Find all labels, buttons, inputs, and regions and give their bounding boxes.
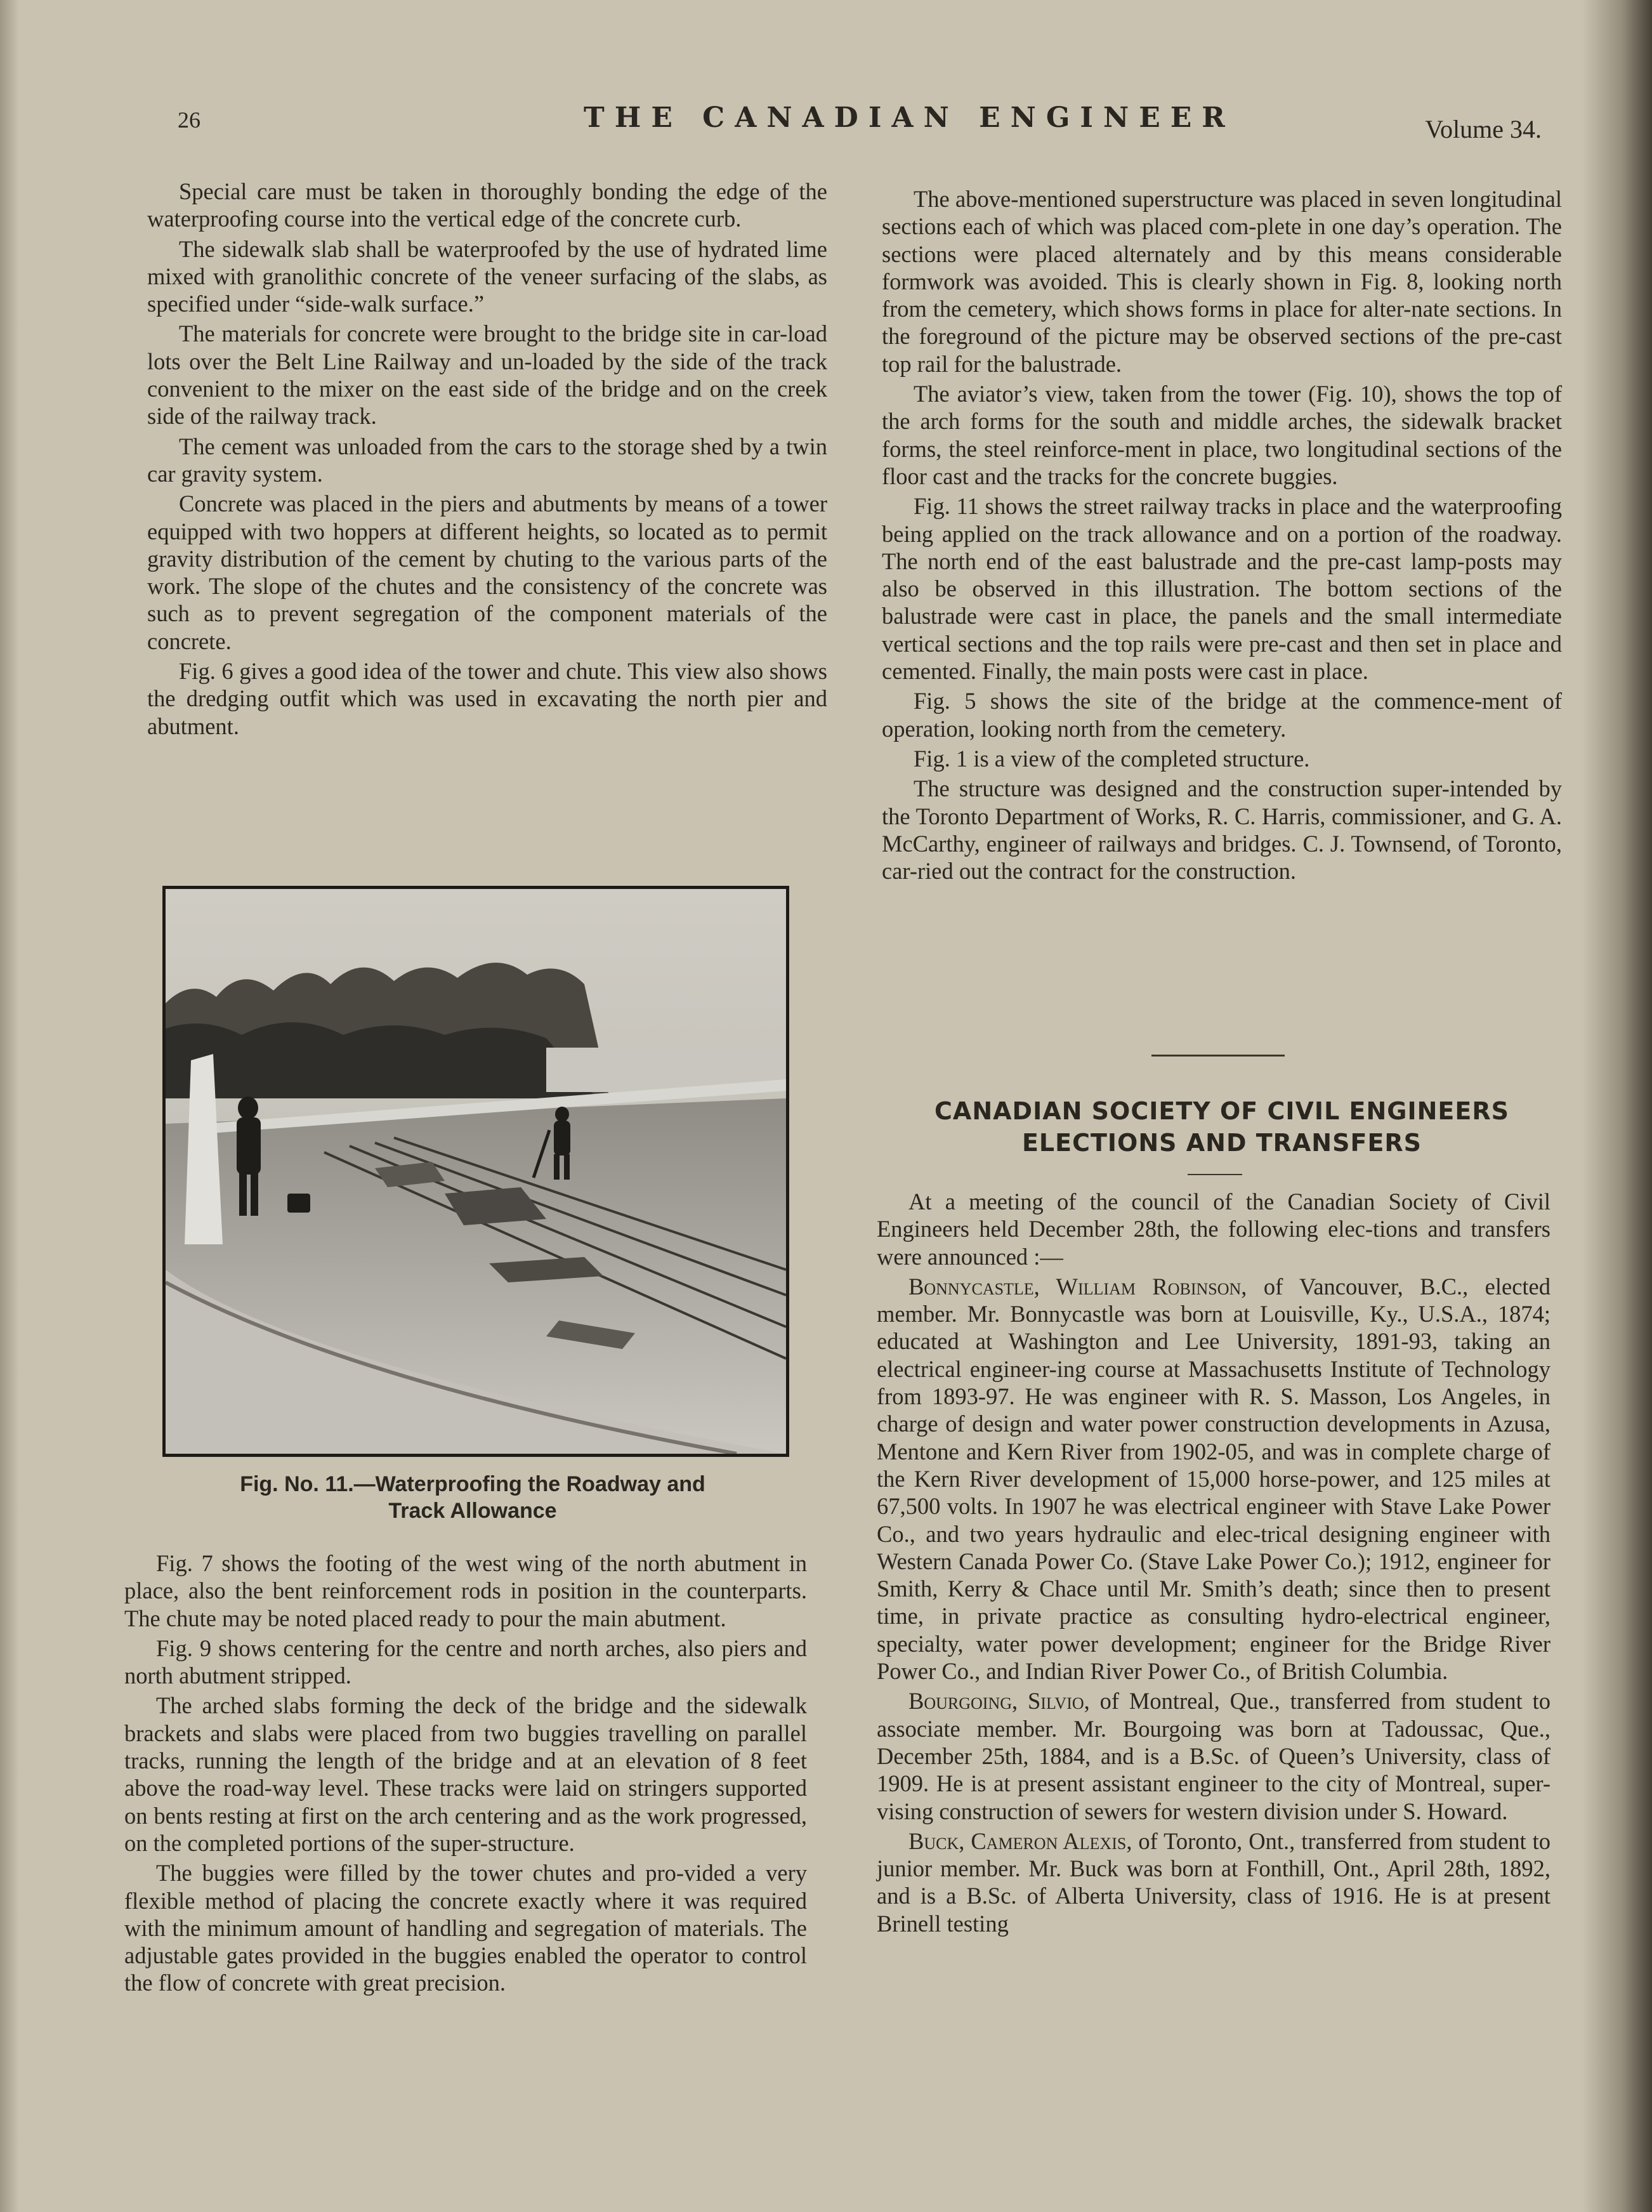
paragraph: Fig. 5 shows the site of the bridge at the commence-ment of operation, looking north from the cemetery. xyxy=(882,688,1562,742)
page-number: 26 xyxy=(178,107,200,133)
paragraph: The sidewalk slab shall be waterproofed by the use of hydrated lime mixed with granolithic concrete of the veneer surfacing of the slabs, as specified under “side-walk surface.” xyxy=(147,235,827,317)
section-heading-line-2: ELECTIONS AND TRANSFERS xyxy=(1021,1129,1422,1157)
section-intro: At a meeting of the council of the Canadian Society of Civil Engineers held December 28th, the following elec-tions and transfers were announced :— xyxy=(877,1188,1550,1270)
paragraph: Fig. 11 shows the street railway tracks in place and the waterproofing being applied on the track allowance and on a portion of the roadway. The north end of the east balustrade and the pre-cast lamp-posts may also be observed in this illustration. The bottom sections of the balustrade were cast in place, the panels and the small intermediate vertical sections and the top rails were pre-cast and then set in place and cemented. Finally, the main posts were cast in place. xyxy=(882,493,1562,685)
caption-line-1: Fig. No. 11.—Waterproofing the Roadway and xyxy=(240,1472,705,1496)
entry-text: of Montreal, Que., transferred from student to associate member. Mr. Bourgoing was born at Tadoussac, Que., December 25th, 1884, and is a B.Sc. of Queen’s University, class of 1909. He is at present assistant engineer to the city of Montreal, super-vising construction of sewers for western division under S. Howard. xyxy=(877,1688,1550,1824)
entry-bonnycastle xyxy=(877,1273,1550,1685)
entry-text: of Toronto, Ont., transferred from student to junior member. Mr. Buck was born at Fonthill, Ont., April 28th, 1892, and is a B.Sc. of Alberta University, class of 1916. He is at present Brinell testing xyxy=(877,1827,1550,1937)
running-header xyxy=(178,102,1542,146)
entry-text: of Vancouver, B.C., elected member. Mr. Bonnycastle was born at Louisville, Ky., U.S.A., 1874; educated at Washington and Lee University, 1891-93, taking an electrical engineer-ing course at Massachusetts Institute of Technology from 1893-97. He was engineer with R. S. Masson, Los Angeles, in charge of design and water power construction developments in Azusa, Mentone and Kern River from 1902-05, and was in complete charge of the Kern River development of 15,000 horse-power, and 125 miles at 67,500 volts. In 1907 he was electrical engineer with Stave Lake Power Co., and two years hydraulic and elec-trical designing engineer with Western Canada Power Co. (Stave Lake Power Co.); 1912, engineer for Smith, Kerry & Chace until Mr. Smith’s death; since then to present time, in private practice as consulting hydro-electrical engineer, specialty, water power development; engineer for the Bridge River Power Co., and Indian River Power Co., of British Columbia. xyxy=(877,1273,1550,1685)
page-left-edge xyxy=(0,0,19,2212)
journal-title: THE CANADIAN ENGINEER xyxy=(584,102,1235,134)
section-heading xyxy=(882,1095,1562,1159)
caption-line-2: Track Allowance xyxy=(388,1499,557,1523)
entry-buck xyxy=(877,1827,1550,1937)
paragraph: The above-mentioned superstructure was placed in seven longitudinal sections each of which was placed com-plete in one day’s operation. The sections were placed alternately and by this means considerable formwork was avoided. This is clearly shown in Fig. 8, looking north from the cemetery, which shows forms in place for alter-nate sections. In the foreground of the picture may be observed sections of the pre-cast top rail for the balustrade. xyxy=(882,186,1562,377)
entry-name: Buck, Cameron Alexis, xyxy=(908,1827,1132,1854)
left-column-top xyxy=(147,178,827,740)
paragraph: The cement was unloaded from the cars to the storage shed by a twin car gravity system. xyxy=(147,433,827,487)
section-divider xyxy=(1151,1055,1285,1057)
paragraph: The structure was designed and the construction super-intended by the Toronto Department of Works, R. C. Harris, commissioner, and G. A. McCarthy, engineer of railways and bridges. C. J. Townsend, of Toronto, car-ried out the contract for the construction. xyxy=(882,775,1562,885)
paragraph: The buggies were filled by the tower chutes and pro-vided a very flexible method of placing the concrete exactly where it was required with the minimum amount of handling and segregation of materials. The adjustable gates provided in the buggies enabled the operator to control the flow of concrete with great precision. xyxy=(124,1860,807,1996)
figure-caption xyxy=(152,1471,793,1524)
paragraph: Fig. 9 shows centering for the centre and north arches, also piers and north abutment stripped. xyxy=(124,1635,807,1689)
paragraph: Fig. 1 is a view of the completed structure. xyxy=(914,745,1310,772)
section-heading-line-1: CANADIAN SOCIETY OF CIVIL ENGINEERS xyxy=(934,1097,1509,1125)
elections-column xyxy=(877,1188,1550,1937)
left-column-bottom xyxy=(124,1550,807,1997)
figure-photo-waterproofing xyxy=(162,886,789,1457)
paragraph: The materials for concrete were brought to the bridge site in car-load lots over the Belt Line Railway and un-loaded by the side of the track convenient to the mixer on the east side of the bridge and on the creek side of the railway track. xyxy=(147,320,827,430)
photo-illustration xyxy=(166,889,786,1454)
right-column-top xyxy=(882,185,1562,885)
paragraph: Fig. 6 gives a good idea of the tower and chute. This view also shows the dredging outfit which was used in excavating the north pier and abutment. xyxy=(147,658,827,739)
heading-underline xyxy=(1188,1174,1242,1175)
paragraph: Special care must be taken in thoroughly bonding the edge of the waterproofing course into the vertical edge of the concrete curb. xyxy=(147,178,827,232)
paragraph: The arched slabs forming the deck of the bridge and the sidewalk brackets and slabs were placed from two buggies travelling on parallel tracks, running the length of the bridge and at an elevation of 8 feet above the road-way level. These tracks were laid on stringers supported on bents resting at first on the arch centering and as the work progressed, on the completed portions of the super-structure. xyxy=(124,1692,807,1856)
binding-shadow xyxy=(1582,0,1652,2212)
paragraph: The aviator’s view, taken from the tower (Fig. 10), shows the top of the arch forms for the south and middle arches, the sidewalk bracket forms, the steel reinforce-ment in place, two longitudinal sections of the floor cast and the tracks for the concrete buggies. xyxy=(882,381,1562,489)
paragraph: Fig. 7 shows the footing of the west wing of the north abutment in place, also the bent reinforcement rods in position in the counterparts. The chute may be noted placed ready to pour the main abutment. xyxy=(124,1550,807,1631)
volume-label: Volume 34. xyxy=(1425,115,1542,143)
entry-bourgoing xyxy=(877,1687,1550,1824)
entry-name: Bourgoing, Silvio, xyxy=(908,1688,1090,1715)
paragraph: Concrete was placed in the piers and abutments by means of a tower equipped with two hoppers at different heights, so located as to permit gravity distribution of the cement by chuting to the various parts of the work. The slope of the chutes and the consistency of the concrete was such as to prevent segregation of the component materials of the concrete. xyxy=(147,490,827,654)
entry-name: Bonnycastle, William Robinson, xyxy=(908,1273,1247,1300)
